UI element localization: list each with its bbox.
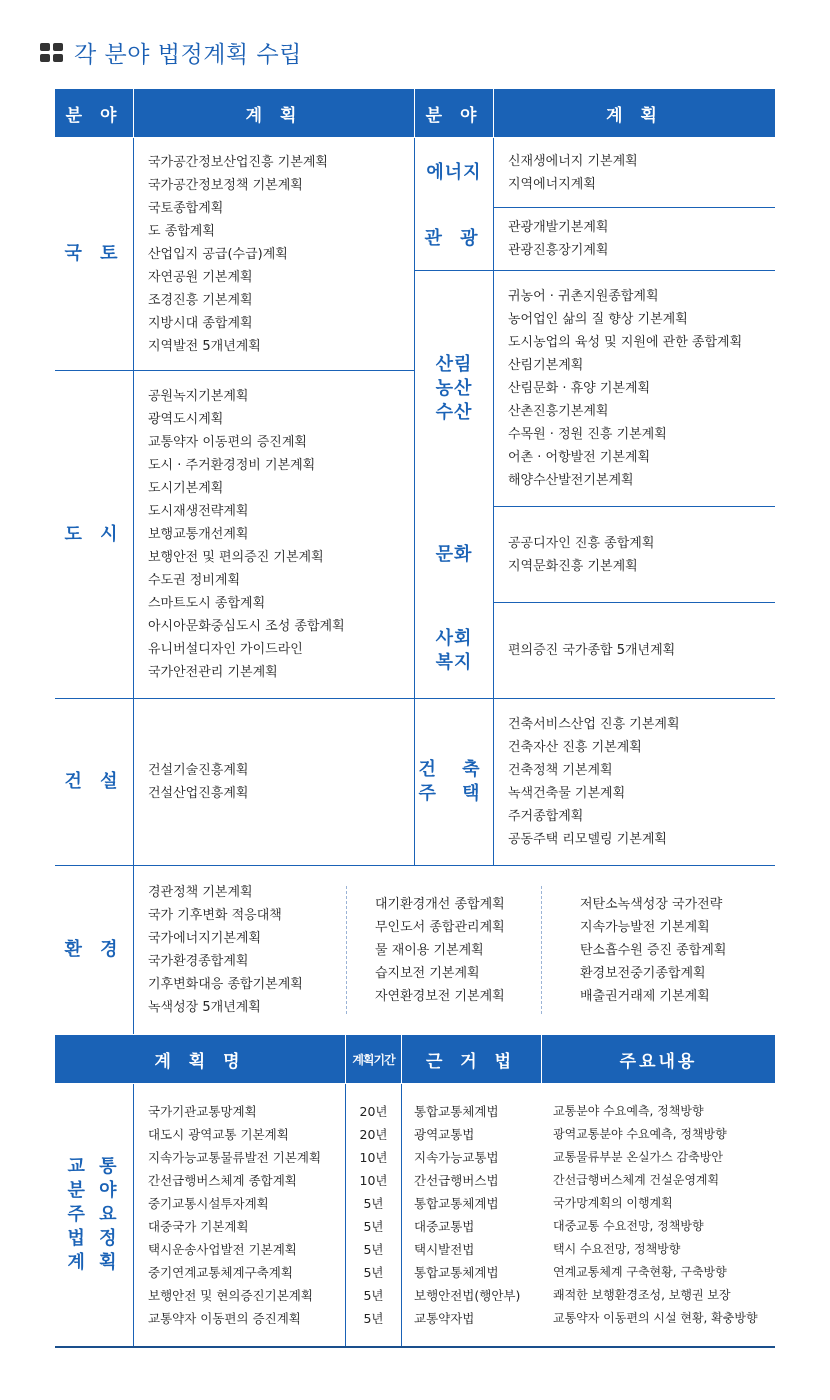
plan-item: 편의증진 국가종합 5개년계획 — [508, 643, 676, 658]
page-title: 각 분야 법정계획 수립 — [74, 42, 302, 68]
header-period: 계획기간 — [346, 1035, 401, 1083]
plan-list-environment-3 — [566, 866, 775, 1034]
plan-list-environment-1 — [134, 866, 346, 1034]
category-line: 건 축 — [418, 759, 490, 780]
plan-item: 지역문화진흥 기본계획 — [508, 558, 638, 574]
table-cell-period: 20년 — [359, 1127, 388, 1142]
header-law: 근 거 법 — [402, 1035, 541, 1083]
plan-item: 자연공원 기본계획 — [148, 269, 253, 285]
table-cell-period: 5년 — [363, 1219, 384, 1234]
plan-item: 국가공간정보산업진흥 기본계획 — [148, 154, 328, 170]
plan-item: 습지보전 기본계획 — [375, 965, 480, 981]
table-cell-law: 지속가능교통법 — [414, 1150, 499, 1165]
dotted-divider — [541, 886, 542, 1014]
category-line: 사회 — [435, 627, 473, 649]
category-city: 도 시 — [64, 523, 124, 545]
table-cell-law: 교통약자법 — [414, 1311, 475, 1326]
table-cell-name: 지속가능교통물류발전 기본계획 — [148, 1150, 322, 1165]
table-cell-name: 국가기관교통망계획 — [148, 1104, 257, 1119]
table-divider — [415, 270, 775, 271]
plan-item: 보행교통개선계획 — [148, 527, 249, 542]
plan-item: 귀농어 · 귀촌지원종합계획 — [508, 289, 659, 304]
plan-item: 녹색성장 5개년계획 — [148, 1000, 261, 1015]
table-divider — [55, 698, 775, 699]
table-cell-law: 간선급행버스법 — [414, 1173, 499, 1188]
table-cell-name: 중기교통시설투자계획 — [148, 1196, 269, 1211]
plan-item: 자연환경보전 기본계획 — [375, 988, 505, 1004]
plan-item: 지속가능발전 기본계획 — [580, 919, 710, 935]
plan-item: 공원녹지기본계획 — [148, 389, 249, 404]
plan-list-energy — [494, 138, 775, 207]
plan-item: 도시재생전략계획 — [148, 504, 249, 519]
table-cell-content: 교통약자 이동편의 시설 현황, 확충방향 — [553, 1311, 758, 1325]
plan-item: 국가환경종합계획 — [148, 954, 249, 969]
plan-item: 어촌 · 어항발전 기본계획 — [508, 450, 651, 465]
plan-item: 국가 기후변화 적응대책 — [148, 908, 282, 923]
plan-item: 지방시대 종합계획 — [148, 315, 253, 331]
table-cell-content: 광역교통분야 수요예측, 정책방향 — [553, 1127, 727, 1141]
category-line: 농산 — [435, 377, 473, 399]
plan-item: 배출권거래제 기본계획 — [580, 988, 710, 1004]
table-cell-period: 5년 — [363, 1311, 384, 1326]
plan-item: 지역발전 5개년계획 — [148, 338, 261, 354]
table-cell-period: 10년 — [359, 1150, 388, 1165]
table-divider — [345, 1084, 346, 1346]
plan-item: 대기환경개선 종합계획 — [375, 896, 505, 912]
category-tourism: 관 광 — [424, 228, 484, 249]
plan-item: 해양수산발전기본계획 — [508, 473, 634, 488]
plan-item: 농어업인 삶의 질 향상 기본계획 — [508, 312, 688, 327]
plan-item: 국가안전관리 기본계획 — [148, 665, 278, 680]
plan-item: 산림문화 · 휴양 기본계획 — [508, 381, 651, 396]
plan-item: 신재생에너지 기본계획 — [508, 153, 638, 169]
table-divider — [493, 138, 494, 865]
plan-item: 도 종합계획 — [148, 223, 215, 239]
plan-item: 산림기본계획 — [508, 358, 584, 373]
plan-list-forestry — [494, 271, 775, 506]
plan-list-environment-2 — [361, 866, 541, 1034]
table-cell-content: 택시 수요전망, 정책방향 — [553, 1242, 681, 1256]
header-content: 주요내용 — [542, 1035, 775, 1083]
table-cell-law: 택시발전법 — [414, 1242, 475, 1257]
table-divider — [494, 506, 775, 507]
category-forestry-agri-fishery — [415, 271, 493, 506]
table-cell-content: 교통물류부분 온실가스 감축방안 — [553, 1150, 723, 1164]
plan-item: 건축자산 진흥 기본계획 — [508, 740, 642, 755]
category-transport — [55, 1084, 133, 1346]
category-energy: 에너지 — [426, 161, 482, 183]
table-cell-name: 택시운송사업발전 기본계획 — [148, 1242, 297, 1257]
plan-list-tourism — [494, 208, 775, 270]
plan-item: 수도권 정비계획 — [148, 573, 241, 588]
plan-list-construction — [134, 699, 414, 865]
plan-item: 국가에너지기본계획 — [148, 931, 262, 946]
plan-item: 광역도시계획 — [148, 412, 224, 427]
header-plan-left: 계 획 — [134, 89, 414, 137]
table-cell-name: 대도시 광역교통 기본계획 — [148, 1127, 289, 1142]
table-cell-law: 통합교통체계법 — [414, 1104, 499, 1119]
plan-item: 관광개발기본계획 — [508, 220, 609, 235]
plan-item: 물 재이용 기본계획 — [375, 942, 484, 958]
plan-item: 보행안전 및 편의증진 기본계획 — [148, 550, 324, 565]
table-cell-content: 간선급행버스체계 건설운영계획 — [553, 1173, 720, 1187]
category-line: 주 택 — [418, 783, 490, 804]
table-cell-period: 5년 — [363, 1196, 384, 1211]
category-line: 법 정 — [67, 1228, 121, 1249]
plan-item: 건축서비스산업 진흥 기본계획 — [508, 717, 680, 732]
plan-item: 아시아문화중심도시 조성 종합계획 — [148, 619, 345, 634]
plan-item: 무인도서 종합관리계획 — [375, 919, 505, 935]
plan-item: 교통약자 이동편의 증진계획 — [148, 435, 307, 450]
plan-item: 기후변화대응 종합기본계획 — [148, 977, 303, 992]
grid-icon — [40, 43, 64, 63]
table-cell-name: 보행안전 및 현의증진기본계획 — [148, 1288, 313, 1303]
plan-item: 산업입지 공급(수급)계획 — [148, 246, 288, 262]
table-divider — [55, 370, 414, 371]
plan-list-city — [134, 371, 414, 698]
plan-item: 녹색건축물 기본계획 — [508, 786, 626, 801]
table-cell-period: 5년 — [363, 1265, 384, 1280]
plan-item: 건설기술진흥계획 — [148, 763, 249, 778]
column-contents — [553, 1084, 775, 1346]
category-culture: 문화 — [435, 543, 473, 565]
table-divider — [133, 138, 134, 1034]
header-field-right: 분 야 — [415, 89, 493, 137]
plan-item: 도시기본계획 — [148, 481, 224, 496]
plan-item: 공동주택 리모델링 기본계획 — [508, 832, 667, 847]
plan-item: 도시 · 주거환경정비 기본계획 — [148, 458, 316, 473]
plan-item: 국가공간정보정책 기본계획 — [148, 177, 303, 193]
table-cell-name: 중기연계교통체계구축계획 — [148, 1265, 293, 1280]
category-architecture-housing — [415, 699, 493, 865]
table-cell-content: 국가망계획의 이행계획 — [553, 1196, 673, 1210]
plan-item: 건축정책 기본계획 — [508, 763, 613, 778]
plan-item: 도시농업의 육성 및 지원에 관한 종합계획 — [508, 335, 743, 350]
table-cell-period: 10년 — [359, 1173, 388, 1188]
table-cell-law: 보행안전법(행안부) — [414, 1288, 521, 1303]
table-cell-law: 광역교통법 — [414, 1127, 475, 1142]
category-line: 주 요 — [67, 1204, 121, 1225]
table-bottom-border — [55, 1346, 775, 1348]
table-cell-name: 간선급행버스체계 종합계획 — [148, 1173, 297, 1188]
plan-item: 경관정책 기본계획 — [148, 885, 253, 900]
plan-list-welfare — [494, 603, 775, 698]
column-laws — [414, 1084, 540, 1346]
table-divider — [494, 602, 775, 603]
table-cell-law: 통합교통체계법 — [414, 1265, 499, 1280]
header-field-left: 분 야 — [55, 89, 133, 137]
plan-item: 저탄소녹색성장 국가전략 — [580, 896, 723, 912]
table-cell-content: 쾌적한 보행환경조성, 보행권 보장 — [553, 1288, 731, 1302]
table-cell-content: 대중교통 수요전망, 정책방향 — [553, 1219, 704, 1233]
table-divider — [401, 1084, 402, 1346]
table-cell-period: 5년 — [363, 1288, 384, 1303]
category-line: 분 야 — [67, 1180, 121, 1201]
plan-item: 환경보전중기종합계획 — [580, 965, 706, 981]
table-cell-period: 5년 — [363, 1242, 384, 1257]
table-cell-name: 교통약자 이동편의 증진계획 — [148, 1311, 301, 1326]
dotted-divider — [346, 886, 347, 1014]
category-line: 산림 — [435, 353, 473, 375]
plan-item: 건설산업진흥계획 — [148, 786, 249, 801]
table-cell-content: 연계교통체계 구축현황, 구축방향 — [553, 1265, 727, 1279]
table-cell-period: 20년 — [359, 1104, 388, 1119]
column-periods — [346, 1084, 401, 1346]
header-plan-right: 계 획 — [494, 89, 775, 137]
table-cell-law: 대중교통법 — [414, 1219, 475, 1234]
category-line: 교 통 — [67, 1156, 121, 1177]
category-environment: 환 경 — [64, 939, 124, 960]
category-line: 수산 — [435, 401, 473, 423]
page-title-group — [40, 36, 302, 69]
plan-item: 관광진흥장기계획 — [508, 243, 609, 258]
header-plan-name: 계 획 명 — [55, 1035, 345, 1083]
category-land: 국 토 — [64, 243, 124, 264]
plan-item: 지역에너지계획 — [508, 176, 596, 192]
plan-item: 수목원 · 정원 진흥 기본계획 — [508, 427, 667, 442]
plan-item: 탄소흡수원 증진 종합계획 — [580, 942, 727, 958]
plan-list-culture — [494, 507, 775, 602]
plan-item: 국토종합계획 — [148, 200, 224, 216]
plan-item: 스마트도시 종합계획 — [148, 596, 266, 611]
column-plan-names — [148, 1084, 344, 1346]
plan-item: 주거종합계획 — [508, 809, 584, 824]
table-divider — [414, 138, 415, 865]
category-social-welfare — [415, 603, 493, 698]
plan-item: 유니버설디자인 가이드라인 — [148, 642, 303, 657]
table-divider — [55, 865, 775, 866]
table-divider — [133, 1084, 134, 1346]
plan-item: 조경진흥 기본계획 — [148, 292, 253, 308]
table-divider — [494, 207, 775, 208]
plan-list-architecture — [494, 699, 775, 865]
plan-item: 산촌진흥기본계획 — [508, 404, 609, 419]
table-cell-law: 통합교통체계법 — [414, 1196, 499, 1211]
category-line: 복지 — [435, 651, 473, 673]
category-line: 계 획 — [67, 1252, 121, 1273]
table-cell-content: 교통분야 수요예측, 정책방향 — [553, 1104, 704, 1118]
plan-item: 공공디자인 진흥 종합계획 — [508, 535, 655, 551]
plan-list-land — [134, 138, 414, 370]
table-cell-name: 대중국가 기본계획 — [148, 1219, 249, 1234]
category-construction: 건 설 — [64, 771, 124, 792]
